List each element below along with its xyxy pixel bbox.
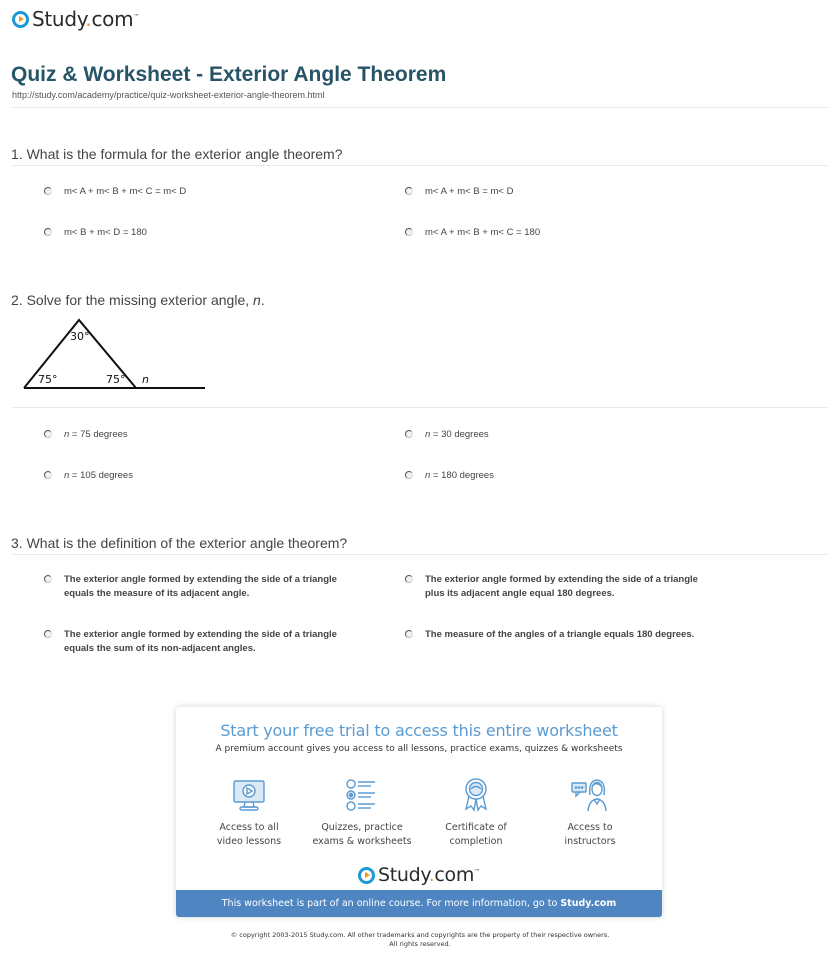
free-trial-promo[interactable] bbox=[176, 707, 662, 917]
feature-instructors: Access to instructors bbox=[530, 777, 650, 849]
divider bbox=[12, 554, 828, 555]
source-url: http://study.com/academy/practice/quiz-worksheet-exterior-angle-theorem.html bbox=[12, 90, 325, 100]
q1-option-d[interactable]: m< A + m< B + m< C = 180 bbox=[405, 226, 540, 240]
question-2-text: 2. Solve for the missing exterior angle, n. bbox=[11, 292, 265, 308]
q1-option-b[interactable]: m< A + m< B = m< D bbox=[405, 185, 513, 199]
radio-button[interactable] bbox=[405, 430, 413, 438]
svg-text:n: n bbox=[142, 373, 149, 386]
radio-button[interactable] bbox=[405, 228, 413, 236]
instructor-icon bbox=[570, 777, 610, 813]
triangle-diagram bbox=[22, 317, 212, 398]
q3-option-a[interactable]: The exterior angle formed by extending the side of a triangle equals the measure of its adjacent angle. bbox=[44, 573, 337, 601]
radio-button[interactable] bbox=[44, 575, 52, 583]
radio-button[interactable] bbox=[44, 187, 52, 195]
radio-button[interactable] bbox=[44, 228, 52, 236]
question-1-text: 1. What is the formula for the exterior angle theorem? bbox=[11, 146, 343, 162]
divider bbox=[12, 407, 828, 408]
page-title: Quiz & Worksheet - Exterior Angle Theorem bbox=[11, 63, 447, 86]
feature-label: Access to all bbox=[219, 822, 279, 833]
study-com-link[interactable]: Study.com bbox=[560, 898, 617, 909]
q3-option-d[interactable]: The measure of the angles of a triangle equals 180 degrees. bbox=[405, 628, 694, 642]
feature-certificate: Certificate of completion bbox=[416, 777, 536, 849]
svg-text:75°: 75° bbox=[38, 373, 58, 386]
certificate-icon bbox=[458, 777, 494, 813]
radio-button[interactable] bbox=[405, 187, 413, 195]
logo-wordmark: Study.com™ bbox=[32, 7, 139, 31]
play-logo-icon bbox=[358, 867, 375, 884]
radio-button[interactable] bbox=[44, 630, 52, 638]
q2-option-b[interactable]: n = 30 degrees bbox=[405, 428, 489, 442]
promo-headline[interactable]: Start your free trial to access this entire worksheet bbox=[220, 721, 618, 740]
q2-option-a[interactable]: n = 75 degrees bbox=[44, 428, 128, 442]
question-3-text: 3. What is the definition of the exterior angle theorem? bbox=[11, 535, 348, 551]
svg-text:75°: 75° bbox=[106, 373, 126, 386]
radio-button[interactable] bbox=[405, 471, 413, 479]
study-logo[interactable] bbox=[12, 7, 139, 31]
course-info-banner: This worksheet is part of an online course. For more information, go to Study.com bbox=[176, 890, 662, 917]
q3-option-b[interactable]: The exterior angle formed by extending the side of a triangle plus its adjacent angle equal 180 degrees. bbox=[405, 573, 698, 601]
feature-quizzes: Quizzes, practice exams & worksheets bbox=[302, 777, 422, 849]
play-logo-icon bbox=[12, 11, 29, 28]
svg-text:30°: 30° bbox=[70, 330, 90, 343]
divider bbox=[12, 107, 828, 108]
study-logo[interactable] bbox=[358, 864, 480, 886]
video-lesson-icon bbox=[231, 777, 267, 813]
q1-option-c[interactable]: m< B + m< D = 180 bbox=[44, 226, 147, 240]
radio-button[interactable] bbox=[44, 430, 52, 438]
q3-option-c[interactable]: The exterior angle formed by extending the side of a triangle equals the sum of its non-adjacent angles. bbox=[44, 628, 337, 656]
radio-button[interactable] bbox=[44, 471, 52, 479]
divider bbox=[12, 165, 828, 166]
q2-option-d[interactable]: n = 180 degrees bbox=[405, 469, 494, 483]
feature-video-lessons: Access to all video lessons bbox=[189, 777, 309, 849]
q1-option-a[interactable]: m< A + m< B + m< C = m< D bbox=[44, 185, 186, 199]
q2-option-c[interactable]: n = 105 degrees bbox=[44, 469, 133, 483]
radio-button[interactable] bbox=[405, 575, 413, 583]
promo-subline: A premium account gives you access to all lessons, practice exams, quizzes & worksheets bbox=[215, 744, 623, 754]
copyright-footer: © copyright 2003-2015 Study.com. All other trademarks and copyrights are the property of their respective owners. All rights reserved. bbox=[230, 931, 610, 948]
quiz-list-icon bbox=[344, 777, 380, 813]
radio-button[interactable] bbox=[405, 630, 413, 638]
logo-wordmark: Study.com™ bbox=[378, 864, 480, 886]
